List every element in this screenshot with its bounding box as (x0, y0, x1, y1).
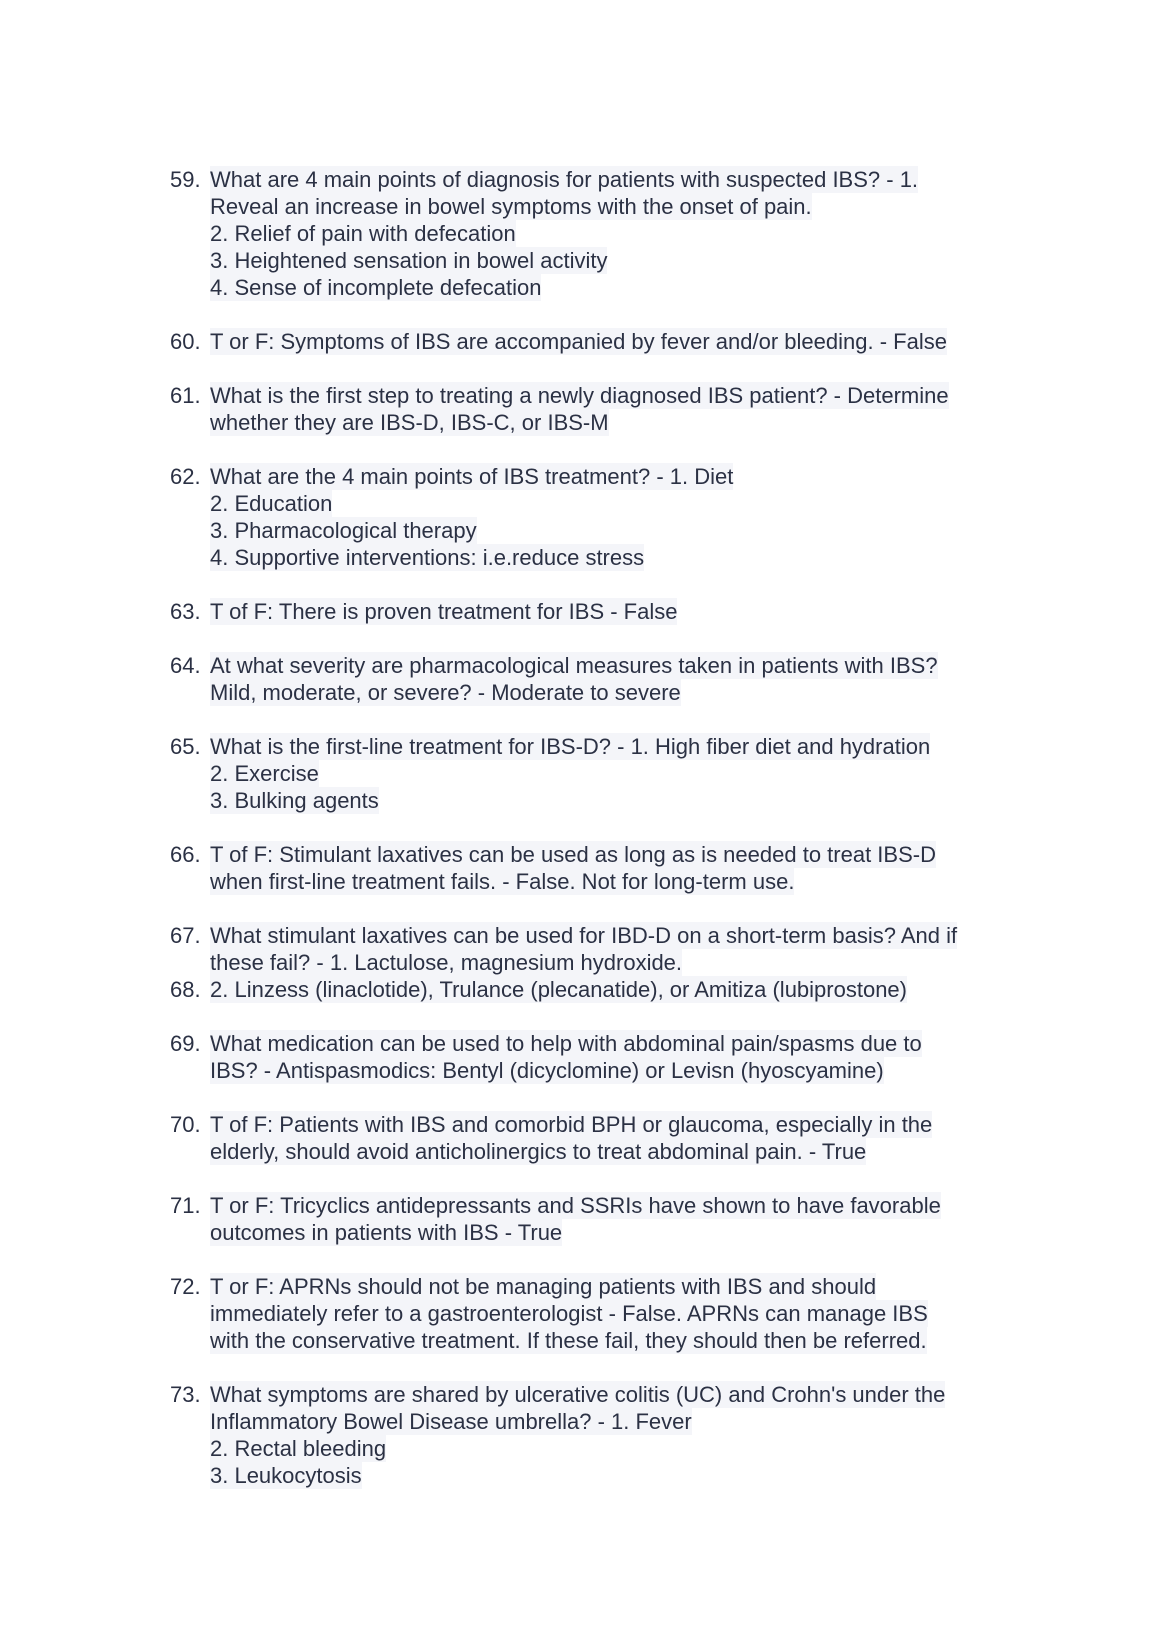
item-text-line: T or F: APRNs should not be managing patients with IBS and should (210, 1274, 877, 1299)
list-item (170, 733, 1020, 814)
item-text-line: outcomes in patients with IBS - True (210, 1220, 563, 1245)
item-text-line: immediately refer to a gastroenterologist - False. APRNs can manage IBS (210, 1301, 928, 1326)
list-item (170, 598, 1020, 625)
list-item (170, 922, 1020, 976)
list-item (170, 1030, 1020, 1084)
flashcard-list (170, 166, 1020, 1489)
item-text-line: 3. Leukocytosis (210, 1463, 362, 1488)
item-text-line: What are 4 main points of diagnosis for patients with suspected IBS? - 1. (210, 167, 919, 192)
list-item (170, 1111, 1020, 1165)
item-text-line: 3. Pharmacological therapy (210, 518, 477, 543)
item-number: 62. (170, 464, 201, 489)
item-number: 68. (170, 977, 201, 1002)
item-number: 70. (170, 1112, 201, 1137)
item-number: 72. (170, 1274, 201, 1299)
item-text-line: Mild, moderate, or severe? - Moderate to severe (210, 680, 681, 705)
item-text-line: Reveal an increase in bowel symptoms with the onset of pain. (210, 194, 812, 219)
item-number: 61. (170, 383, 201, 408)
item-number: 63. (170, 599, 201, 624)
list-item (170, 1381, 1020, 1489)
item-text-line: 3. Heightened sensation in bowel activity (210, 248, 608, 273)
item-text-line: when first-line treatment fails. - False. Not for long-term use. (210, 869, 795, 894)
item-text-line: 3. Bulking agents (210, 788, 379, 813)
list-item (170, 841, 1020, 895)
item-number: 59. (170, 167, 201, 192)
item-text-line: 2. Education (210, 491, 333, 516)
list-item (170, 463, 1020, 571)
item-number: 71. (170, 1193, 201, 1218)
item-text-line: What is the first-line treatment for IBS-D? - 1. High fiber diet and hydration (210, 734, 931, 759)
item-number: 67. (170, 923, 201, 948)
item-text-line: whether they are IBS-D, IBS-C, or IBS-M (210, 410, 609, 435)
item-text-line: 4. Sense of incomplete defecation (210, 275, 542, 300)
item-text-line: T of F: Stimulant laxatives can be used as long as is needed to treat IBS-D (210, 842, 936, 867)
item-text-line: elderly, should avoid anticholinergics to treat abdominal pain. - True (210, 1139, 867, 1164)
list-item (170, 976, 1020, 1003)
item-text-line: T of F: There is proven treatment for IBS - False (210, 599, 678, 624)
list-item (170, 382, 1020, 436)
item-text-line: 2. Rectal bleeding (210, 1436, 387, 1461)
item-number: 64. (170, 653, 201, 678)
item-text-line: What are the 4 main points of IBS treatment? - 1. Diet (210, 464, 734, 489)
item-text-line: At what severity are pharmacological measures taken in patients with IBS? (210, 653, 938, 678)
item-text-line: What medication can be used to help with abdominal pain/spasms due to (210, 1031, 922, 1056)
item-text-line: with the conservative treatment. If these fail, they should then be referred. (210, 1328, 927, 1353)
item-number: 60. (170, 329, 201, 354)
item-number: 69. (170, 1031, 201, 1056)
item-text-line: What symptoms are shared by ulcerative colitis (UC) and Crohn's under the (210, 1382, 946, 1407)
list-item (170, 328, 1020, 355)
item-text-line: these fail? - 1. Lactulose, magnesium hydroxide. (210, 950, 683, 975)
list-item (170, 1273, 1020, 1354)
item-text-line: 2. Linzess (linaclotide), Trulance (plecanatide), or Amitiza (lubiprostone) (210, 977, 907, 1002)
item-text-line: 2. Exercise (210, 761, 319, 786)
item-number: 66. (170, 842, 201, 867)
item-text-line: 2. Relief of pain with defecation (210, 221, 516, 246)
item-text-line: 4. Supportive interventions: i.e.reduce stress (210, 545, 645, 570)
item-number: 73. (170, 1382, 201, 1407)
item-text-line: T or F: Tricyclics antidepressants and SSRIs have shown to have favorable (210, 1193, 941, 1218)
list-item (170, 652, 1020, 706)
item-text-line: What is the first step to treating a newly diagnosed IBS patient? - Determine (210, 383, 949, 408)
item-text-line: What stimulant laxatives can be used for IBD-D on a short-term basis? And if (210, 923, 958, 948)
item-text-line: T or F: Symptoms of IBS are accompanied by fever and/or bleeding. - False (210, 329, 947, 354)
list-item (170, 1192, 1020, 1246)
item-number: 65. (170, 734, 201, 759)
item-text-line: IBS? - Antispasmodics: Bentyl (dicyclomine) or Levisn (hyoscyamine) (210, 1058, 884, 1083)
item-text-line: Inflammatory Bowel Disease umbrella? - 1. Fever (210, 1409, 692, 1434)
list-item (170, 166, 1020, 301)
item-text-line: T of F: Patients with IBS and comorbid BPH or glaucoma, especially in the (210, 1112, 933, 1137)
